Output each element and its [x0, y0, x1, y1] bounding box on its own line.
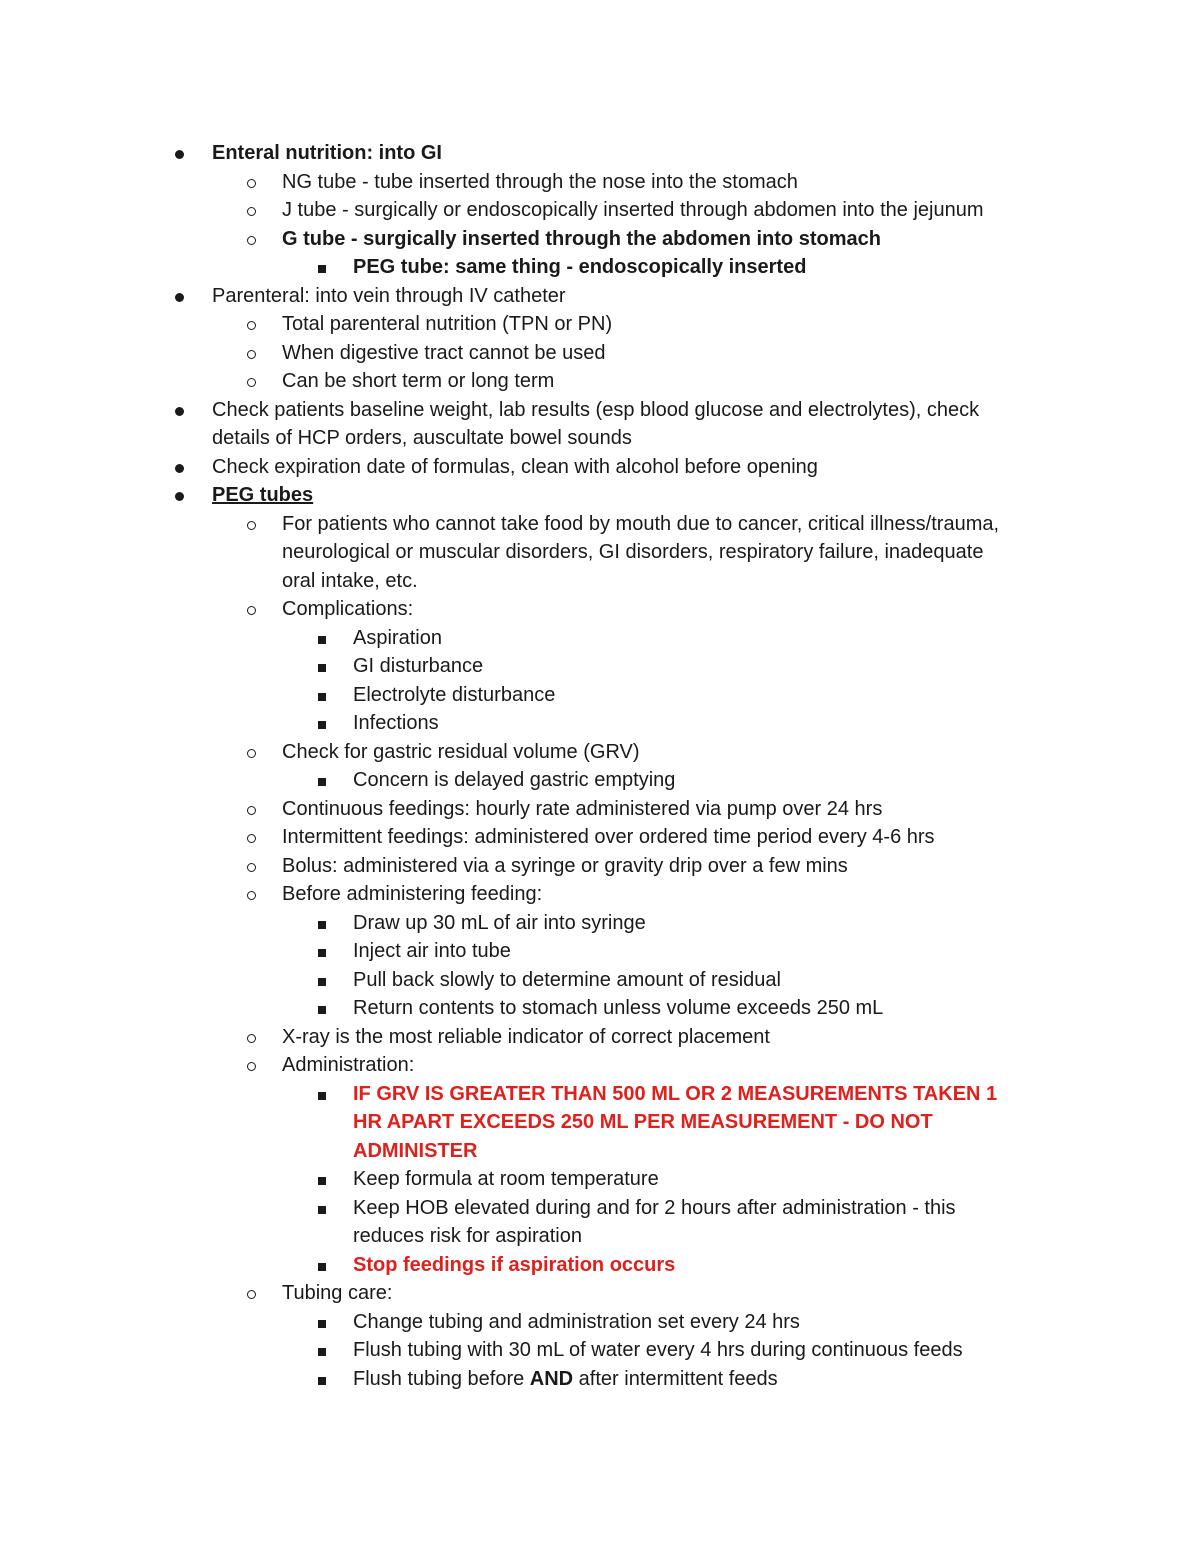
list-item-text — [282, 367, 554, 396]
text-run: Intermittent feedings: administered over ordered time period every 4-6 hrs — [282, 826, 935, 848]
text-run: after intermittent feeds — [573, 1367, 778, 1390]
text-run: Flush tubing before — [353, 1367, 530, 1390]
hollow-circle-icon — [247, 795, 256, 824]
list-item — [0, 624, 1200, 653]
text-run: Administration: — [282, 1054, 415, 1076]
list-item-text — [282, 225, 881, 254]
list-item — [0, 1365, 1200, 1394]
list-item — [0, 282, 1200, 311]
list-item — [0, 1023, 1200, 1052]
text-run: Pull back slowly to determine amount of residual — [353, 968, 781, 991]
text-run: Tubing care: — [282, 1282, 393, 1304]
filled-disc-icon — [175, 481, 184, 510]
text-run: PEG tubes — [212, 484, 314, 506]
list-item-continuation — [0, 1137, 1200, 1166]
list-item — [0, 481, 1200, 510]
list-item-text — [282, 738, 640, 767]
text-run: J tube - surgically or endoscopically inserted through abdomen into the jejunum — [282, 199, 984, 221]
text-run: Bolus: administered via a syringe or gravity drip over a few mins — [282, 854, 848, 877]
list-item — [0, 681, 1200, 710]
filled-disc-icon — [175, 139, 184, 168]
filled-square-icon — [317, 1080, 326, 1109]
list-item — [0, 1279, 1200, 1308]
text-run: Enteral nutrition: into GI — [212, 142, 442, 164]
text-run: Check patients baseline weight, lab results (esp blood glucose and electrolytes), check — [212, 398, 980, 421]
text-run: For patients who cannot take food by mouth due to cancer, critical illness/trauma, — [282, 512, 1000, 535]
list-item-text — [282, 823, 935, 852]
document-body — [0, 139, 1200, 1393]
text-run: Return contents to stomach unless volume exceeds 250 mL — [353, 997, 884, 1019]
list-item — [0, 994, 1200, 1023]
list-item — [0, 510, 1200, 539]
text-run: Keep HOB elevated during and for 2 hours after administration - this — [353, 1196, 956, 1219]
list-item — [0, 1165, 1200, 1194]
hollow-circle-icon — [247, 510, 256, 539]
text-run: Can be short term or long term — [282, 370, 555, 392]
hollow-circle-icon — [247, 738, 256, 767]
hollow-circle-icon — [247, 196, 256, 225]
hollow-circle-icon — [247, 1051, 256, 1080]
text-run: Infections — [353, 712, 439, 734]
list-item — [0, 453, 1200, 482]
list-item — [0, 139, 1200, 168]
text-run: PEG tube: same thing - endoscopically inserted — [353, 256, 807, 278]
text-run: G tube - surgically inserted through the abdomen into stomach — [282, 227, 881, 250]
list-item — [0, 823, 1200, 852]
list-item-text — [353, 1108, 933, 1137]
list-item-continuation — [0, 567, 1200, 596]
list-item — [0, 709, 1200, 738]
hollow-circle-icon — [247, 1279, 256, 1308]
list-item-text — [212, 424, 632, 453]
hollow-circle-icon — [247, 823, 256, 852]
list-item-text — [282, 1051, 414, 1080]
list-item-text — [353, 966, 781, 995]
text-run: Stop feedings if aspiration occurs — [353, 1253, 676, 1276]
hollow-circle-icon — [247, 310, 256, 339]
filled-square-icon — [317, 1336, 326, 1365]
list-item — [0, 595, 1200, 624]
hollow-circle-icon — [247, 367, 256, 396]
list-item-text — [353, 937, 511, 966]
list-item — [0, 1051, 1200, 1080]
hollow-circle-icon — [247, 595, 256, 624]
list-item-text — [282, 1023, 770, 1052]
hollow-circle-icon — [247, 880, 256, 909]
filled-square-icon — [317, 1308, 326, 1337]
list-item-text — [353, 1080, 997, 1109]
filled-square-icon — [317, 652, 326, 681]
list-item — [0, 937, 1200, 966]
list-item — [0, 966, 1200, 995]
text-run: Check expiration date of formulas, clean with alcohol before opening — [212, 455, 818, 478]
list-item — [0, 225, 1200, 254]
list-item-text — [353, 652, 483, 681]
text-run: AND — [529, 1367, 574, 1390]
list-item-text — [282, 168, 798, 197]
list-item-text — [353, 709, 439, 738]
list-item-continuation — [0, 424, 1200, 453]
list-item-text — [353, 1336, 963, 1365]
text-run: Draw up 30 mL of air into syringe — [353, 911, 646, 934]
hollow-circle-icon — [247, 225, 256, 254]
list-item — [0, 310, 1200, 339]
text-run: Complications: — [282, 598, 414, 620]
text-run: details of HCP orders, auscultate bowel sounds — [212, 427, 632, 449]
text-run: neurological or muscular disorders, GI disorders, respiratory failure, inadequate — [282, 541, 984, 563]
filled-square-icon — [317, 253, 326, 282]
list-item — [0, 253, 1200, 282]
list-item-text — [282, 880, 542, 909]
list-item-text — [353, 1222, 582, 1251]
hollow-circle-icon — [247, 1023, 256, 1052]
list-item-continuation — [0, 538, 1200, 567]
list-item-text — [282, 795, 882, 824]
list-item-text — [282, 1279, 392, 1308]
text-run: GI disturbance — [353, 655, 484, 677]
list-item — [0, 1308, 1200, 1337]
list-item-continuation — [0, 1222, 1200, 1251]
filled-square-icon — [317, 1194, 326, 1223]
filled-disc-icon — [175, 282, 184, 311]
list-item-text — [282, 196, 984, 225]
text-run: NG tube - tube inserted through the nose into the stomach — [282, 170, 798, 193]
filled-disc-icon — [175, 396, 184, 425]
list-item-text — [353, 681, 555, 710]
text-run: Aspiration — [353, 626, 442, 649]
list-item-text — [212, 396, 979, 425]
list-item — [0, 795, 1200, 824]
list-item-text — [353, 1251, 675, 1280]
list-item-text — [353, 1365, 778, 1394]
list-item — [0, 168, 1200, 197]
list-item — [0, 367, 1200, 396]
list-item — [0, 396, 1200, 425]
list-item — [0, 880, 1200, 909]
text-run: IF GRV IS GREATER THAN 500 ML OR 2 MEASUREMENTS TAKEN 1 — [353, 1082, 998, 1105]
list-item — [0, 196, 1200, 225]
list-item-text — [353, 1194, 956, 1223]
list-item — [0, 1194, 1200, 1223]
filled-square-icon — [317, 1251, 326, 1280]
text-run: Flush tubing with 30 mL of water every 4 hrs during continuous feeds — [353, 1339, 963, 1361]
list-item-text — [212, 453, 818, 482]
list-item-text — [282, 538, 983, 567]
hollow-circle-icon — [247, 168, 256, 197]
list-item-text — [353, 1308, 800, 1337]
list-item-text — [212, 282, 566, 311]
filled-square-icon — [317, 994, 326, 1023]
list-item-text — [282, 510, 999, 539]
filled-disc-icon — [175, 453, 184, 482]
text-run: oral intake, etc. — [282, 569, 418, 592]
list-item-continuation — [0, 1108, 1200, 1137]
list-item — [0, 339, 1200, 368]
hollow-circle-icon — [247, 852, 256, 881]
list-item — [0, 652, 1200, 681]
filled-square-icon — [317, 966, 326, 995]
filled-square-icon — [317, 681, 326, 710]
text-run: Electrolyte disturbance — [353, 683, 556, 706]
hollow-circle-icon — [247, 339, 256, 368]
list-item-text — [353, 994, 883, 1023]
text-run: Parenteral: into vein through IV catheter — [212, 284, 566, 307]
list-item-text — [212, 139, 442, 168]
list-item-text — [282, 595, 413, 624]
list-item-text — [353, 909, 646, 938]
list-item — [0, 1336, 1200, 1365]
text-run: Inject air into tube — [353, 940, 511, 962]
text-run: HR APART EXCEEDS 250 ML PER MEASUREMENT - DO NOT — [353, 1111, 933, 1133]
filled-square-icon — [317, 709, 326, 738]
list-item-text — [282, 852, 848, 881]
text-run: Total parenteral nutrition (TPN or PN) — [282, 313, 613, 335]
text-run: ADMINISTER — [353, 1139, 478, 1162]
list-item-text — [353, 624, 442, 653]
list-item-text — [353, 1137, 477, 1166]
filled-square-icon — [317, 1365, 326, 1394]
text-run: X-ray is the most reliable indicator of correct placement — [282, 1025, 770, 1048]
list-item — [0, 909, 1200, 938]
list-item — [0, 766, 1200, 795]
list-item — [0, 852, 1200, 881]
list-item — [0, 738, 1200, 767]
list-item-text — [353, 253, 806, 282]
filled-square-icon — [317, 624, 326, 653]
text-run: Keep formula at room temperature — [353, 1168, 659, 1190]
list-item-text — [353, 1165, 659, 1194]
list-item — [0, 1080, 1200, 1109]
filled-square-icon — [317, 937, 326, 966]
text-run: Before administering feeding: — [282, 883, 543, 905]
list-item-text — [212, 481, 313, 510]
list-item-text — [282, 310, 612, 339]
list-item-text — [282, 339, 606, 368]
filled-square-icon — [317, 766, 326, 795]
text-run: Continuous feedings: hourly rate administered via pump over 24 hrs — [282, 797, 883, 820]
text-run: Change tubing and administration set every 24 hrs — [353, 1310, 800, 1333]
list-item — [0, 1251, 1200, 1280]
text-run: When digestive tract cannot be used — [282, 341, 606, 364]
text-run: Concern is delayed gastric emptying — [353, 769, 676, 791]
list-item-text — [282, 567, 418, 596]
text-run: Check for gastric residual volume (GRV) — [282, 740, 640, 763]
text-run: reduces risk for aspiration — [353, 1225, 582, 1247]
filled-square-icon — [317, 1165, 326, 1194]
filled-square-icon — [317, 909, 326, 938]
list-item-text — [353, 766, 675, 795]
